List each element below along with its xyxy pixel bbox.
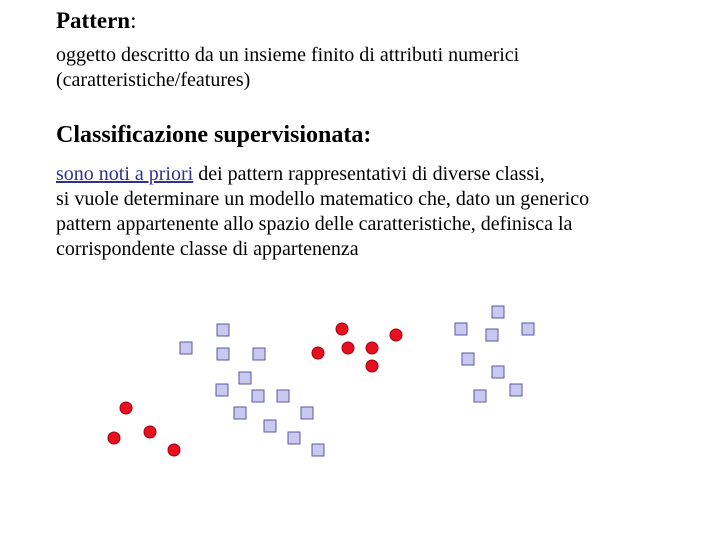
red-dot-marker — [366, 342, 378, 354]
section-heading: Classificazione supervisionata: — [56, 122, 372, 148]
red-dot-marker — [390, 329, 402, 341]
red-dot-marker — [342, 342, 354, 354]
blue-square-marker — [180, 342, 192, 354]
blue-square-marker — [217, 324, 229, 336]
red-dot-marker — [108, 432, 120, 444]
red-dot-marker — [168, 444, 180, 456]
blue-square-marker — [492, 306, 504, 318]
red-dot-marker — [366, 360, 378, 372]
blue-square-marker — [253, 348, 265, 360]
description-line-1-rest: dei pattern rappresentativi di diverse classi, — [193, 163, 545, 185]
blue-square-marker — [288, 432, 300, 444]
description-line-3: pattern appartenente allo spazio delle caratteristiche, definisca la — [56, 213, 573, 235]
blue-square-marker — [239, 372, 251, 384]
pattern-title-text: Pattern — [56, 8, 131, 33]
blue-square-marker — [455, 323, 467, 335]
blue-square-marker — [301, 407, 313, 419]
class-a-squares-left — [180, 324, 324, 456]
class-c-squares-right — [455, 306, 534, 402]
blue-square-marker — [462, 353, 474, 365]
description-line-2: si vuole determinare un modello matematico che, dato un generico — [56, 188, 590, 210]
blue-square-marker — [264, 420, 276, 432]
red-dot-marker — [144, 426, 156, 438]
blue-square-marker — [492, 366, 504, 378]
red-dot-marker — [336, 323, 348, 335]
blue-square-marker — [522, 323, 534, 335]
blue-square-marker — [312, 444, 324, 456]
a-priori-link[interactable]: sono noti a priori — [56, 163, 194, 185]
red-dot-marker — [120, 402, 132, 414]
definition-line-1: oggetto descritto da un insieme finito di attributi numerici — [56, 44, 520, 66]
blue-square-marker — [510, 384, 522, 396]
red-dot-marker — [312, 347, 324, 359]
description-line-4: corrispondente classe di appartenenza — [56, 238, 359, 260]
blue-square-marker — [277, 390, 289, 402]
pattern-title-colon: : — [130, 8, 137, 33]
blue-square-marker — [486, 329, 498, 341]
blue-square-marker — [234, 407, 246, 419]
blue-square-marker — [474, 390, 486, 402]
blue-square-marker — [216, 384, 228, 396]
blue-square-marker — [252, 390, 264, 402]
blue-square-marker — [217, 348, 229, 360]
definition-line-2: (caratteristiche/features) — [56, 69, 251, 91]
